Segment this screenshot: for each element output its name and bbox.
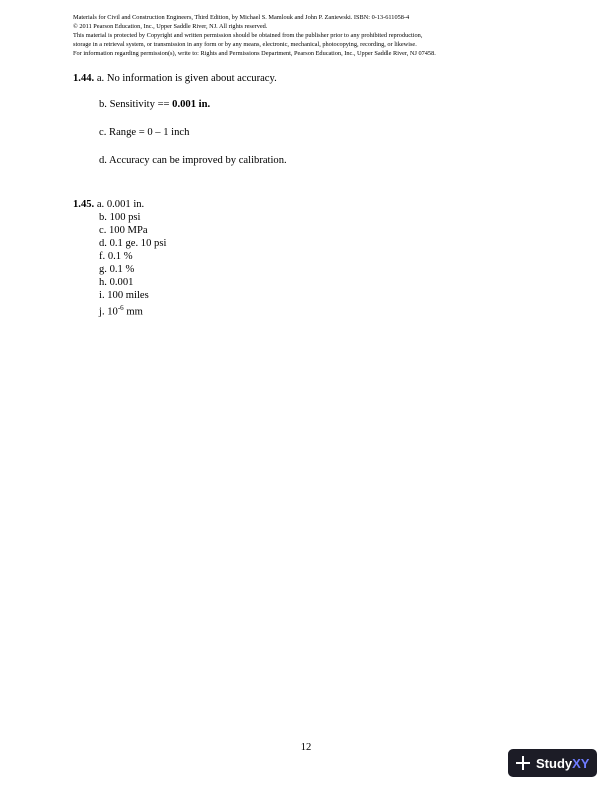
header-line: Materials for Civil and Construction Engineers, Third Edition, by Michael S. Mamlouk and John P. Zaniewski. ISBN: 0-13-611058-4 (73, 14, 410, 21)
page-number: 12 (300, 742, 312, 753)
header-line: storage in a retrieval system, or transmission in any form or by any means, electronic, mechanical, photocopying, recording, or likewise. (73, 40, 417, 48)
problem-1-44-part-d: d. Accuracy can be improved by calibration. (99, 155, 287, 166)
copyright-header (73, 14, 593, 59)
problem-1-45-part-j (73, 302, 166, 319)
header-line: © 2011 Pearson Education, Inc., Upper Saddle River, NJ. All rights reserved. (73, 22, 268, 30)
studyxy-badge[interactable] (508, 749, 597, 777)
problem-1-45-part-h: h. 0.001 (99, 277, 134, 288)
problem-1-44-part-a (73, 72, 277, 85)
problem-1-45-part-i: i. 100 miles (99, 290, 149, 301)
problem-1-45-part-g: g. 0.1 % (99, 264, 135, 275)
header-line: This material is protected by Copyright and written permission should be obtained from the publisher prior to any prohibited reproduction, (73, 31, 423, 39)
sensitivity-value: 0.001 in. (172, 99, 211, 110)
problem-1-45 (73, 198, 166, 319)
problem-1-45-part-c: c. 100 MPa (99, 225, 148, 236)
answer-text: mm (123, 306, 143, 318)
problem-1-44-part-c: c. Range = 0 – 1 inch (99, 127, 190, 138)
exponent: -6 (117, 304, 124, 312)
answer-text: a. No information is given about accuracy. (94, 73, 277, 84)
problem-1-45-part-a (73, 198, 166, 211)
problem-1-45-part-b: b. 100 psi (99, 212, 141, 223)
problem-1-45-part-d: d. 0.1 ge. 10 psi (99, 238, 167, 249)
answer-text: a. 0.001 in. (94, 199, 145, 210)
brand-accent: XY (572, 755, 590, 771)
problem-number: 1.45. (73, 199, 95, 210)
problem-1-44-part-b (99, 98, 210, 111)
brand-name: Study (536, 755, 573, 771)
answer-text: b. Sensitivity == (99, 99, 173, 110)
plus-icon (516, 756, 530, 770)
problem-number: 1.44. (73, 73, 95, 84)
header-line: For information regarding permission(s), write to: Rights and Permissions Department, Pearson Education, Inc., Upper Saddle River, NJ 07458. (73, 49, 436, 57)
problem-1-45-part-f: f. 0.1 % (99, 251, 133, 262)
answer-text: j. 10 (99, 306, 118, 318)
